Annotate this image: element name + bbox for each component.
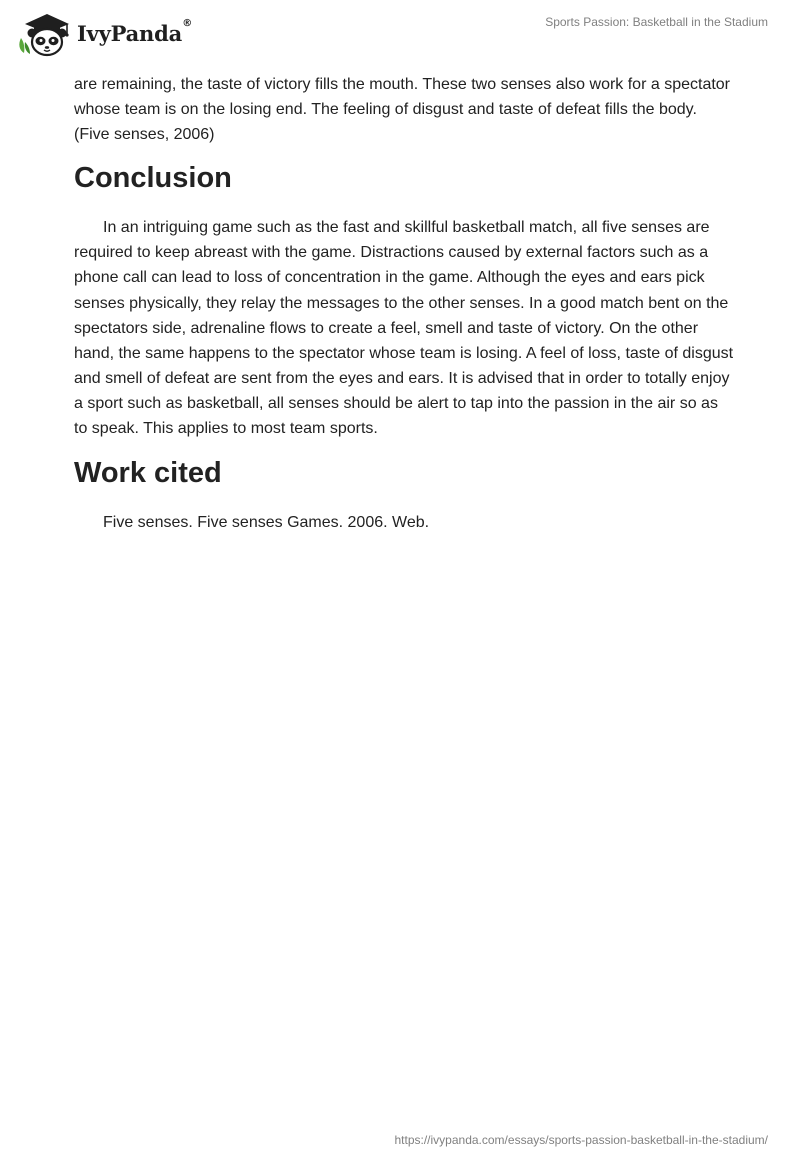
works-cited-heading: Work cited [74, 457, 222, 490]
page-header [0, 0, 800, 64]
conclusion-paragraph: In an intriguing game such as the fast and skillful basketball match, all five senses are required to keep abreast with the game. Distractions caused by external factors such as a phone call can lead to loss of concentration in the game. Although the eyes and ears pick senses physically, they relay the messages to the other senses. In a good match bent on the spectators side, adrenaline flows to create a feel, smell and taste of victory. On the other hand, the same happens to the spectator whose team is losing. A feel of loss, taste of disgust and smell of defeat are sent from the eyes and ears. It is advised that in order to totally enjoy a sport such as basketball, all senses should be alert to tap into the passion in the air so as to speak. This applies to most team sports. [74, 219, 734, 438]
conclusion-heading: Conclusion [74, 162, 232, 195]
source-url-link[interactable]: https://ivypanda.com/essays/sports-passion-basketball-in-the-stadium/ [394, 1133, 768, 1147]
essay-content [74, 72, 734, 535]
ivypanda-logo[interactable] [16, 8, 193, 58]
citation-entry: Five senses. Five senses Games. 2006. Web. [103, 514, 430, 532]
brand-name: IvyPanda ® [77, 17, 193, 46]
panda-graduate-icon [16, 8, 74, 58]
running-title: Sports Passion: Basketball in the Stadium [545, 15, 768, 29]
registered-mark: ® [182, 17, 193, 29]
intro-paragraph: are remaining, the taste of victory fills the mouth. These two senses also work for a spectator whose team is on the losing end. The feeling of disgust and taste of defeat fills the body. (Five senses, 2006) [74, 76, 731, 144]
